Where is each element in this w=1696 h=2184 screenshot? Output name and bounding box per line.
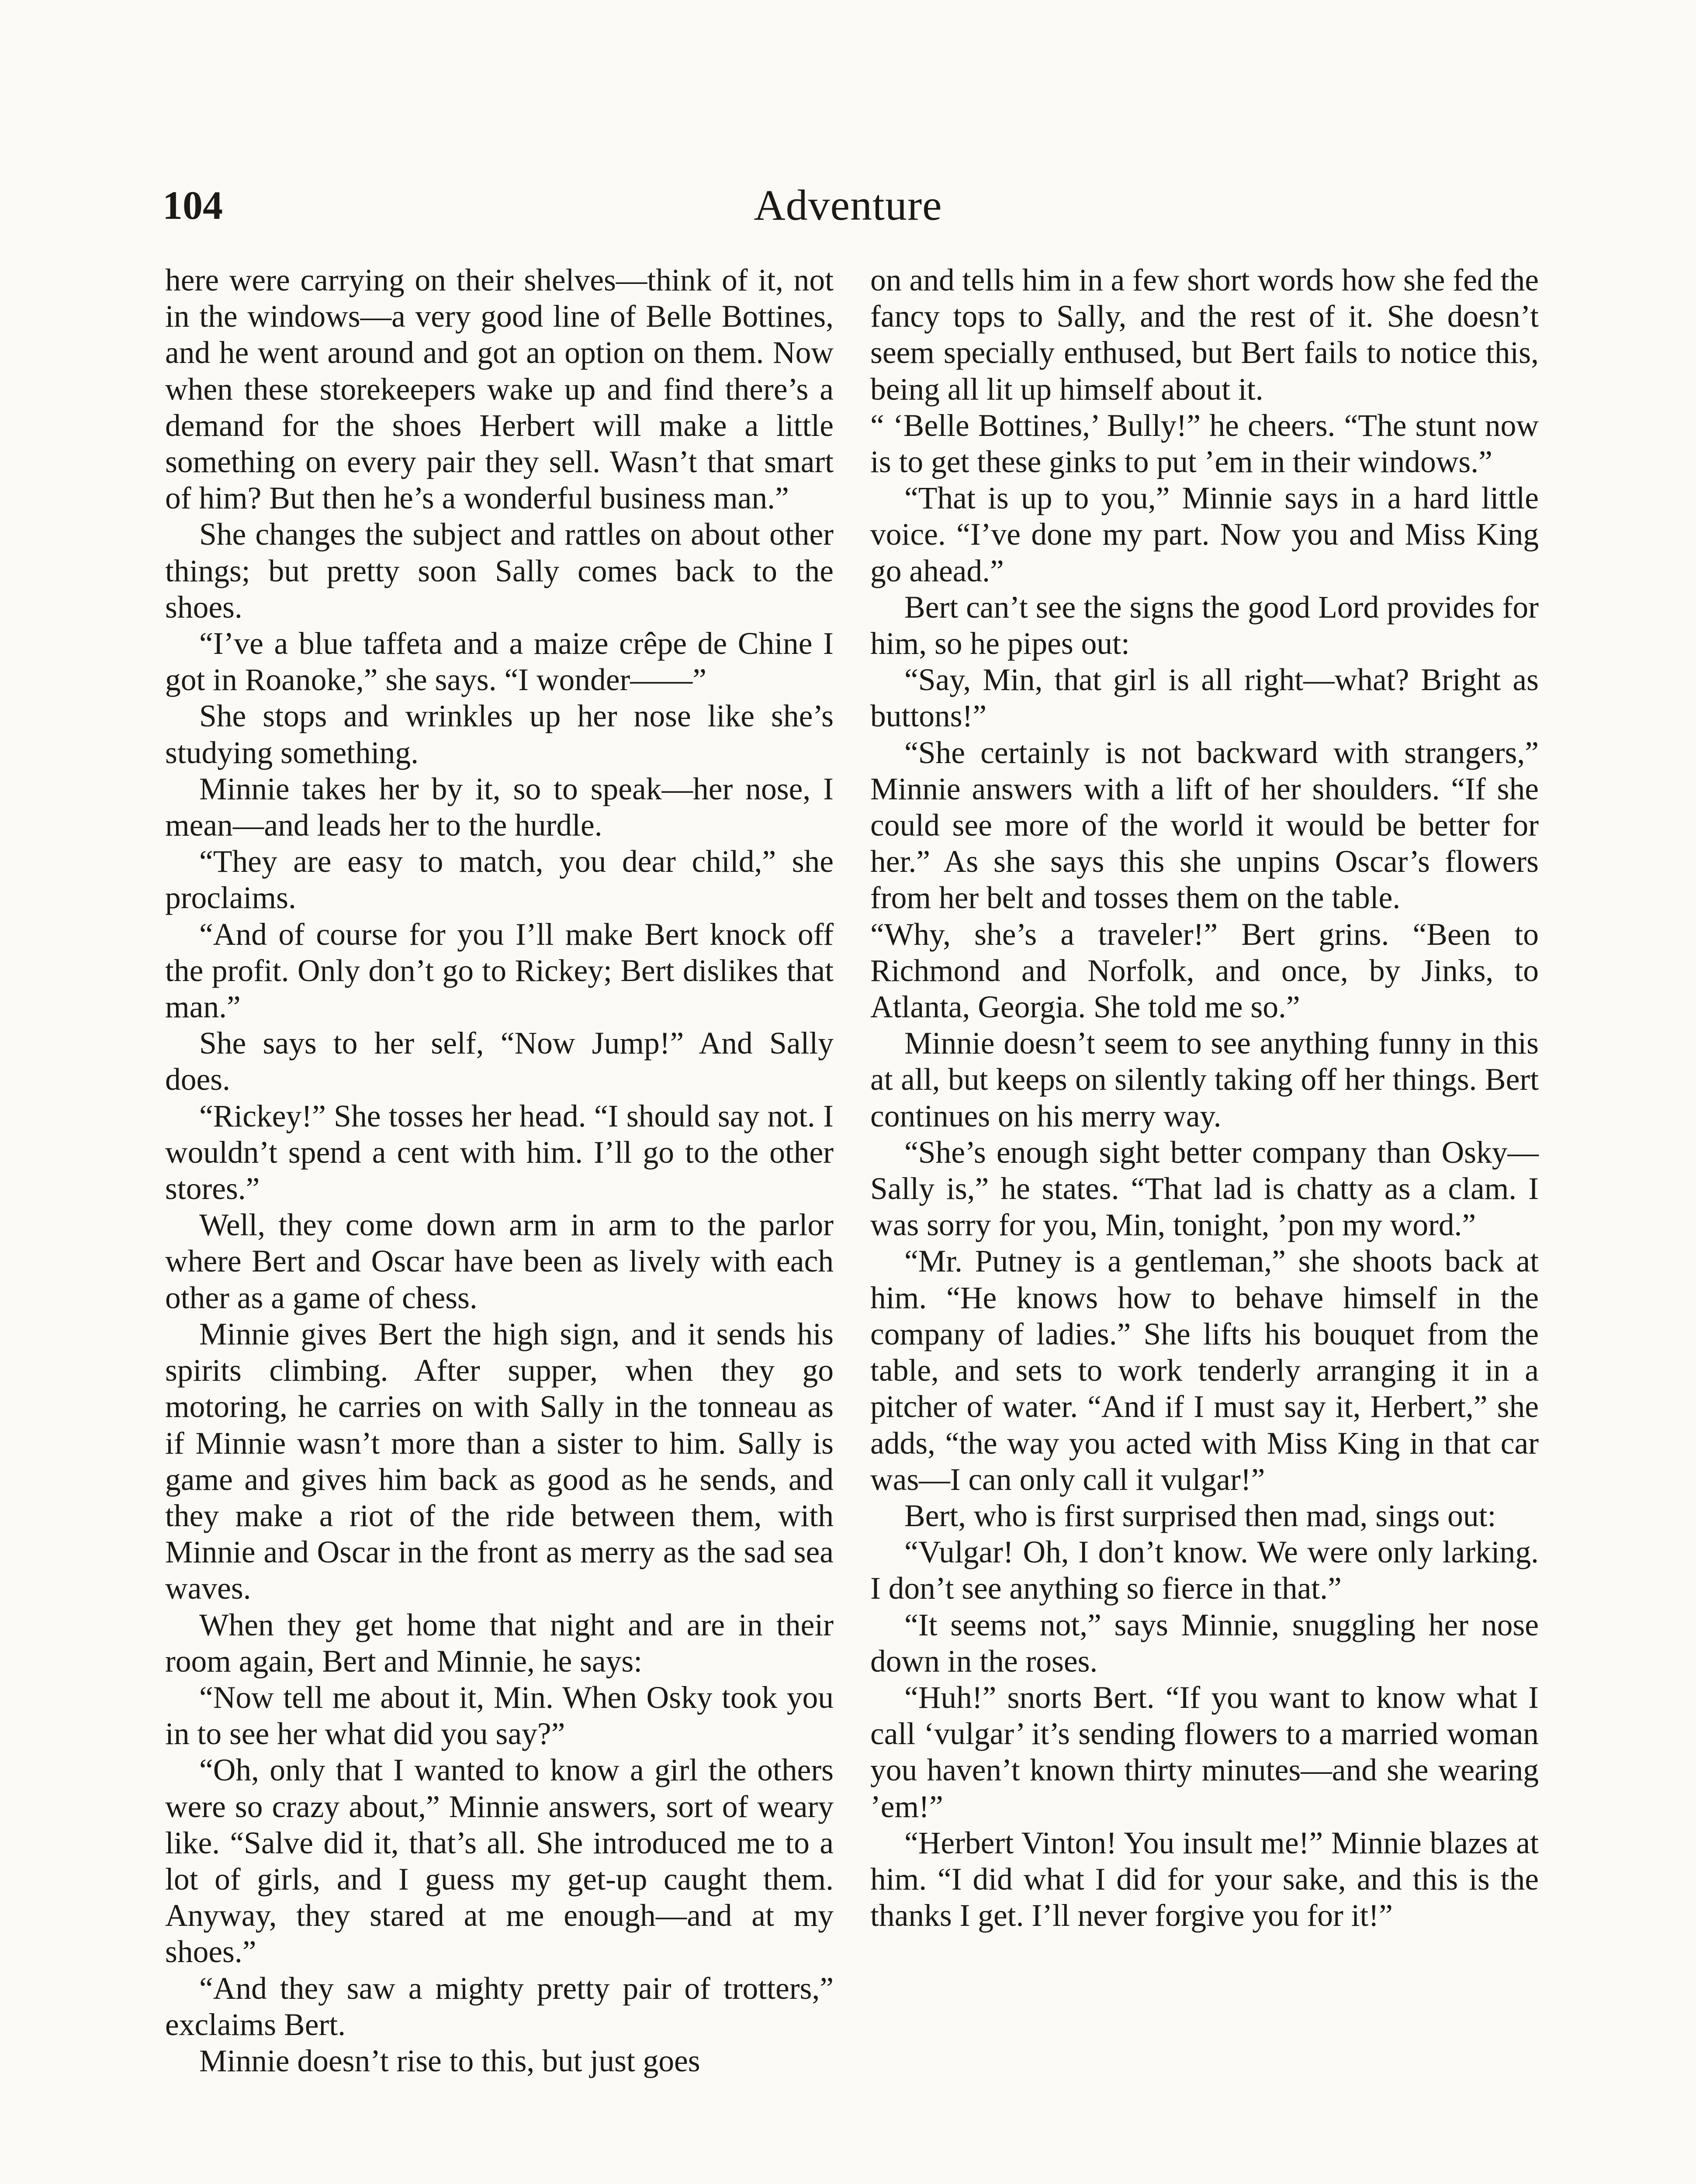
paragraph: “Now tell me about it, Min. When Osky took you in to see her what did you say?” [165, 1680, 834, 1752]
paragraph: on and tells him in a few short words how she fed the fancy tops to Sally, and the rest of it. She doesn’t seem specially enthused, but Bert fails to notice this, being all lit up himself about it. [870, 263, 1539, 407]
paragraph: “And they saw a mighty pretty pair of trotters,” exclaims Bert. [165, 1971, 834, 2042]
paragraph: “Say, Min, that girl is all right—what? Bright as buttons!” [870, 663, 1539, 734]
paragraph: “They are easy to match, you dear child,” she proclaims. [165, 844, 834, 916]
paragraph: “Huh!” snorts Bert. “If you want to know what I call ‘vulgar’ it’s sending flowers to a married woman you haven’t known thirty minutes—and she wearing ’em!” [870, 1680, 1539, 1824]
paragraph: Bert, who is first surprised then mad, sings out: [904, 1498, 1496, 1533]
paragraph: Minnie gives Bert the high sign, and it sends his spirits climbing. After supper, when they go motoring, he carries on with Sally in the tonneau as if Minnie wasn’t more than a sister to him. Sally is game and gives him back as good as he sends, and they make a riot of the ride between them, with Minnie and Oscar in the front as merry as the sad sea waves. [165, 1317, 834, 1606]
left-column [165, 262, 834, 2079]
paragraph: She changes the subject and rattles on about other things; but pretty soon Sally comes back to the shoes. [165, 517, 834, 625]
paragraph: Minnie takes her by it, so to speak—her nose, I mean—and leads her to the hurdle. [165, 771, 834, 843]
paragraph: here were carrying on their shelves—think of it, not in the windows—a very good line of Belle Bottines, and he went around and got an option on them. Now when these storekeepers wake up and find there’s a demand for the shoes Herbert will make a little something on every pair they sell. Wasn’t that smart of him? But then he’s a wonderful business man.” [165, 263, 834, 516]
running-title: Adventure [754, 181, 942, 229]
right-column [870, 262, 1539, 1934]
paragraph: She stops and wrinkles up her nose like she’s studying something. [165, 699, 834, 770]
paragraph: “She’s enough sight better company than Osky—Sally is,” he states. “That lad is chatty as a clam. I was sorry for you, Min, tonight, ’pon my word.” [870, 1135, 1539, 1243]
paragraph: She says to her self, “Now Jump!” And Sally does. [165, 1026, 834, 1097]
paragraph: “Rickey!” She tosses her head. “I should say not. I wouldn’t spend a cent with him. I’ll go to the other stores.” [165, 1099, 834, 1206]
paragraph: “Mr. Putney is a gentleman,” she shoots back at him. “He knows how to behave himself in the company of ladies.” She lifts his bouquet from the table, and sets to work tenderly arranging it in a pitcher of water. “And if I must say it, Herbert,” she adds, “the way you acted with Miss King in that car was—I can only call it vulgar!” [870, 1244, 1539, 1497]
paragraph: “Herbert Vinton! You insult me!” Minnie blazes at him. “I did what I did for your sake, and this is the thanks I get. I’ll never forgive you for it!” [870, 1825, 1539, 1933]
page-header [0, 173, 1696, 238]
page-number: 104 [163, 183, 223, 228]
paragraph: “She certainly is not backward with strangers,” Minnie answers with a lift of her shoulders. “If she could see more of the world it would be better for her.” As she says this she unpins Oscar’s flowers from her belt and tosses them on the table. [870, 735, 1539, 916]
paragraph: Minnie doesn’t rise to this, but just goes [199, 2043, 700, 2078]
paragraph: Well, they come down arm in arm to the parlor where Bert and Oscar have been as lively with each other as a game of chess. [165, 1208, 834, 1315]
paragraph: “And of course for you I’ll make Bert knock off the profit. Only don’t go to Rickey; Bert dislikes that man.” [165, 917, 834, 1025]
paragraph: “Vulgar! Oh, I don’t know. We were only larking. I don’t see anything so fierce in that.” [870, 1535, 1539, 1606]
paragraph: “I’ve a blue taffeta and a maize crêpe de Chine I got in Roanoke,” she says. “I wonder——” [165, 626, 834, 698]
paragraph: “Oh, only that I wanted to know a girl the others were so crazy about,” Minnie answers, sort of weary like. “Salve did it, that’s all. She introduced me to a lot of girls, and I guess my get-up caught them. Anyway, they stared at me enough—and at my shoes.” [165, 1753, 834, 1970]
paragraph: “That is up to you,” Minnie says in a hard little voice. “I’ve done my part. Now you and Miss King go ahead.” [870, 481, 1539, 588]
paragraph: “It seems not,” says Minnie, snuggling her nose down in the roses. [870, 1607, 1539, 1679]
paragraph: Minnie doesn’t seem to see anything funny in this at all, but keeps on silently taking off her things. Bert continues on his merry way. [870, 1026, 1539, 1133]
paragraph: Bert can’t see the signs the good Lord provides for him, so he pipes out: [870, 590, 1539, 661]
paragraph: “ ‘Belle Bottines,’ Bully!” he cheers. “The stunt now is to get these ginks to put ’em in their windows.” [870, 408, 1539, 480]
paragraph: When they get home that night and are in their room again, Bert and Minnie, he says: [165, 1607, 834, 1679]
paragraph: “Why, she’s a traveler!” Bert grins. “Been to Richmond and Norfolk, and once, by Jinks, to Atlanta, Georgia. She told me so.” [870, 917, 1539, 1025]
